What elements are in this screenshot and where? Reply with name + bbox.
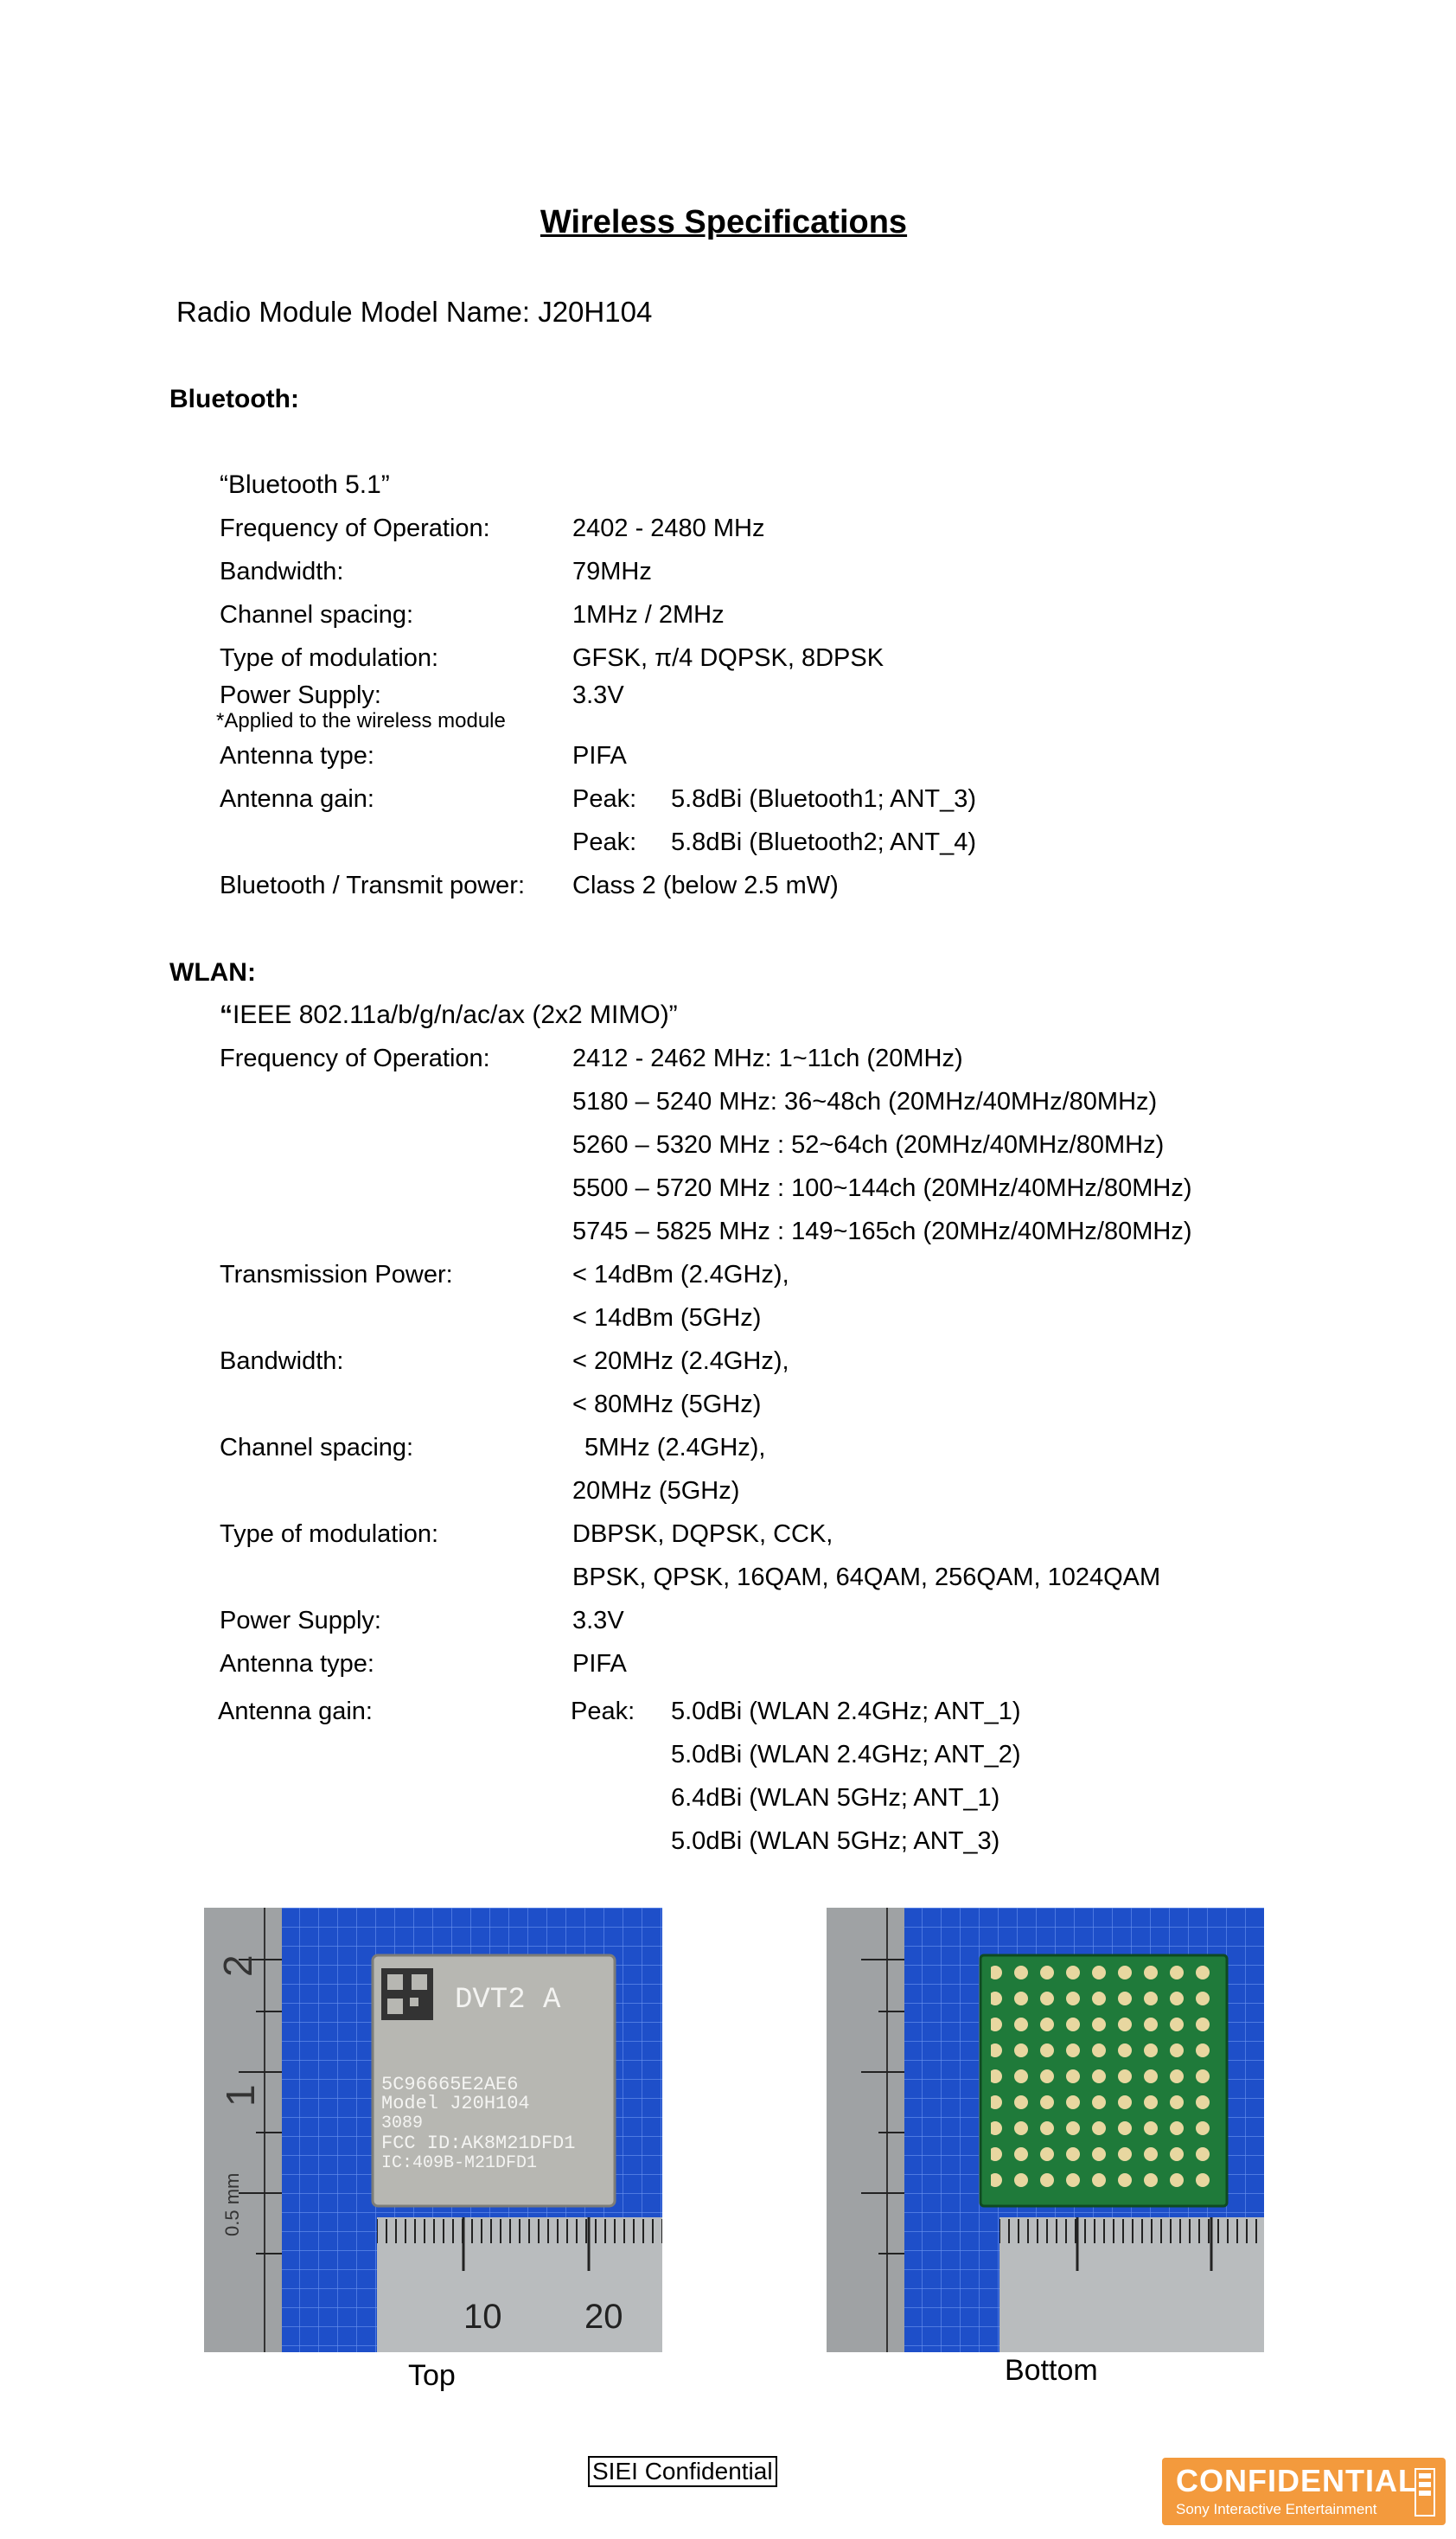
bt-bandwidth-label: Bandwidth: <box>220 558 344 585</box>
wlan-tx-power-label: Transmission Power: <box>220 1261 453 1289</box>
ruler-mark-1: 1 <box>218 2084 263 2107</box>
ruler-mark-half-mm: 0.5 mm <box>221 2172 243 2236</box>
photo-caption-top: Top <box>408 2359 456 2392</box>
wlan-channel-spacing-value-1: 5MHz (2.4GHz), <box>584 1434 766 1461</box>
bt-transmit-power-value: Class 2 (below 2.5 mW) <box>572 872 839 899</box>
module-marking-serial: 5C96665E2AE6 <box>381 2074 519 2095</box>
module-top-photo-drawing <box>204 1908 662 2352</box>
module-marking-code: 3089 <box>381 2114 424 2133</box>
wlan-modulation-value-2: BPSK, QPSK, 16QAM, 64QAM, 256QAM, 1024QAM <box>572 1564 1161 1591</box>
confidential-badge <box>1162 2458 1446 2525</box>
module-bottom-photo <box>827 1908 1264 2352</box>
module-marking-rev: DVT2 A <box>455 1984 561 2017</box>
bt-antenna-gain-peak-2: Peak: <box>572 828 637 856</box>
wlan-tx-power-value-1: < 14dBm (2.4GHz), <box>572 1261 789 1289</box>
page-title: Wireless Specifications <box>540 204 908 240</box>
wlan-standard <box>220 1001 678 1030</box>
wlan-frequency-value-5: 5745 – 5825 MHz : 149~165ch (20MHz/40MHz/80MHz) <box>572 1218 1192 1245</box>
wlan-frequency-value-1: 2412 - 2462 MHz: 1~11ch (20MHz) <box>572 1045 963 1072</box>
bt-power-supply-label: Power Supply: <box>220 681 381 709</box>
bt-frequency-value: 2402 - 2480 MHz <box>572 515 765 542</box>
wlan-antenna-gain-label: Antenna gain: <box>218 1698 373 1725</box>
ruler-mark-20: 20 <box>584 2298 623 2336</box>
wlan-tx-power-value-2: < 14dBm (5GHz) <box>572 1304 762 1332</box>
photo-caption-bottom: Bottom <box>1005 2354 1098 2387</box>
bluetooth-version: “Bluetooth 5.1” <box>220 470 390 499</box>
wlan-frequency-value-3: 5260 – 5320 MHz : 52~64ch (20MHz/40MHz/80MHz) <box>572 1131 1165 1159</box>
bt-power-supply-value: 3.3V <box>572 681 624 709</box>
wlan-bandwidth-label: Bandwidth: <box>220 1347 344 1375</box>
bt-antenna-type-value: PIFA <box>572 742 627 770</box>
bt-antenna-gain-value-1: 5.8dBi (Bluetooth1; ANT_3) <box>671 785 977 813</box>
wlan-modulation-label: Type of modulation: <box>220 1520 439 1548</box>
wlan-antenna-gain-value-4: 5.0dBi (WLAN 5GHz; ANT_3) <box>671 1827 1000 1855</box>
wlan-standard-text: IEEE 802.11a/b/g/n/ac/ax (2x2 MIMO)” <box>233 1001 678 1029</box>
wlan-frequency-value-4: 5500 – 5720 MHz : 100~144ch (20MHz/40MHz/80MHz) <box>572 1174 1192 1202</box>
module-marking-model: Model J20H104 <box>381 2093 530 2114</box>
wlan-power-supply-label: Power Supply: <box>220 1607 381 1634</box>
wlan-standard-open-quote: “ <box>220 1001 233 1029</box>
bt-antenna-gain-label: Antenna gain: <box>220 785 374 813</box>
badge-title: CONFIDENTIAL <box>1176 2463 1418 2498</box>
wlan-bandwidth-value-2: < 80MHz (5GHz) <box>572 1391 762 1418</box>
bt-frequency-label: Frequency of Operation: <box>220 515 490 542</box>
wlan-antenna-type-value: PIFA <box>572 1650 627 1678</box>
wlan-modulation-value-1: DBPSK, DQPSK, CCK, <box>572 1520 833 1548</box>
wlan-channel-spacing-value-2: 20MHz (5GHz) <box>572 1477 740 1505</box>
radio-module-model: Radio Module Model Name: J20H104 <box>176 296 653 328</box>
wlan-bandwidth-value-1: < 20MHz (2.4GHz), <box>572 1347 789 1375</box>
bluetooth-heading: Bluetooth: <box>169 385 299 413</box>
bt-transmit-power-label: Bluetooth / Transmit power: <box>220 872 525 899</box>
wlan-power-supply-value: 3.3V <box>572 1607 624 1634</box>
wlan-antenna-gain-value-1: 5.0dBi (WLAN 2.4GHz; ANT_1) <box>671 1698 1021 1725</box>
confidential-footer-box: SIEI Confidential <box>588 2456 777 2487</box>
module-bottom-photo-drawing <box>827 1908 1264 2352</box>
ruler-mark-10: 10 <box>463 2298 502 2336</box>
module-top-photo <box>204 1908 662 2352</box>
bt-channel-spacing-value: 1MHz / 2MHz <box>572 601 725 629</box>
bt-channel-spacing-label: Channel spacing: <box>220 601 414 629</box>
wlan-frequency-label: Frequency of Operation: <box>220 1045 490 1072</box>
bt-modulation-label: Type of modulation: <box>220 644 439 672</box>
ruler-mark-2: 2 <box>215 1954 260 1977</box>
bt-antenna-gain-peak-1: Peak: <box>572 785 637 813</box>
wlan-antenna-gain-peak: Peak: <box>571 1698 635 1725</box>
badge-logo-icon <box>1414 2468 1435 2517</box>
bt-power-supply-note: *Applied to the wireless module <box>216 709 506 732</box>
badge-subtitle: Sony Interactive Entertainment <box>1176 2501 1377 2517</box>
bt-bandwidth-value: 79MHz <box>572 558 652 585</box>
bt-antenna-type-label: Antenna type: <box>220 742 374 770</box>
wlan-frequency-value-2: 5180 – 5240 MHz: 36~48ch (20MHz/40MHz/80MHz) <box>572 1088 1158 1116</box>
bt-antenna-gain-value-2: 5.8dBi (Bluetooth2; ANT_4) <box>671 828 977 856</box>
wlan-antenna-gain-value-3: 6.4dBi (WLAN 5GHz; ANT_1) <box>671 1784 1000 1812</box>
wlan-antenna-gain-value-2: 5.0dBi (WLAN 2.4GHz; ANT_2) <box>671 1741 1021 1768</box>
wlan-antenna-type-label: Antenna type: <box>220 1650 374 1678</box>
module-marking-fcc: FCC ID:AK8M21DFD1 <box>381 2133 576 2154</box>
bt-modulation-value: GFSK, π/4 DQPSK, 8DPSK <box>572 644 884 672</box>
wlan-heading: WLAN: <box>169 958 256 987</box>
module-marking-ic: IC:409B-M21DFD1 <box>381 2153 538 2173</box>
wlan-channel-spacing-label: Channel spacing: <box>220 1434 414 1461</box>
